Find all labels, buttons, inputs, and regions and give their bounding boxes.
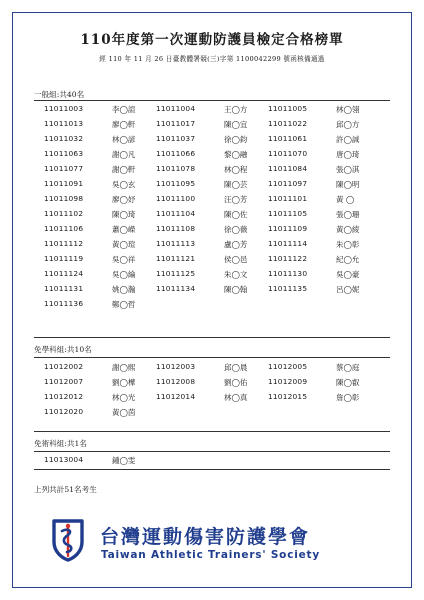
- candidate-name: 黎◯融: [224, 150, 248, 159]
- admission-number: 11012003: [156, 362, 196, 371]
- section-end-rule-academic-exempt: [34, 431, 390, 432]
- candidate-name: 林◯諺: [112, 135, 136, 144]
- table-row: [44, 177, 384, 192]
- list-item: [44, 299, 156, 310]
- admission-number: 11011063: [44, 149, 84, 158]
- candidate-name: 陳◯叡: [336, 378, 360, 387]
- candidate-name: 廖◯妤: [112, 195, 136, 204]
- brand-name-en: Taiwan Athletic Trainers' Society: [101, 549, 320, 561]
- admission-number: 11011113: [156, 239, 196, 248]
- admission-number: 11012009: [268, 377, 308, 386]
- candidate-name: 唐◯琦: [336, 150, 360, 159]
- candidate-name: 吳◯綸: [112, 270, 136, 279]
- candidate-name: 謝◯軒: [112, 165, 136, 174]
- list-item: [44, 407, 156, 418]
- list-item: [268, 224, 380, 235]
- table-row: [44, 237, 384, 252]
- candidate-name: 謝◯熙: [112, 363, 136, 372]
- list-item: [156, 269, 268, 280]
- admission-number: 11011078: [156, 164, 196, 173]
- candidate-name: 劉◯佑: [224, 378, 248, 387]
- candidate-name: 徐◯鈞: [224, 135, 248, 144]
- admission-number: 11012002: [44, 362, 84, 371]
- list-item: [268, 209, 380, 220]
- candidate-name: 陳◯佐: [224, 210, 248, 219]
- admission-number: 11011077: [44, 164, 84, 173]
- admission-number: 11011131: [44, 284, 84, 293]
- table-row: [44, 405, 384, 420]
- admission-number: 11011130: [268, 269, 308, 278]
- table-row: [44, 207, 384, 222]
- admission-number: 11012014: [156, 392, 196, 401]
- list-item: [268, 377, 380, 388]
- list-item: [44, 362, 156, 373]
- admission-number: 11011017: [156, 119, 196, 128]
- admission-number: 11011134: [156, 284, 196, 293]
- admission-number: 11011112: [44, 239, 84, 248]
- table-row: [44, 252, 384, 267]
- section-end-rule-general: [34, 337, 390, 338]
- admission-number: 11011091: [44, 179, 84, 188]
- candidate-name: 朱◯文: [224, 270, 248, 279]
- list-item: [156, 164, 268, 175]
- admission-number: 11011022: [268, 119, 308, 128]
- list-item: [44, 284, 156, 295]
- list-item: [268, 284, 380, 295]
- admission-number: 11011005: [268, 104, 308, 113]
- admission-number: 11011032: [44, 134, 84, 143]
- admission-number: 11011037: [156, 134, 196, 143]
- admission-number: 11012015: [268, 392, 308, 401]
- admission-number: 11011100: [156, 194, 196, 203]
- admission-number: 11011125: [156, 269, 196, 278]
- admission-number: 11011101: [268, 194, 308, 203]
- list-item: [156, 149, 268, 160]
- list-item: [156, 194, 268, 205]
- admission-number: 11012012: [44, 392, 84, 401]
- admission-number: 11011013: [44, 119, 84, 128]
- admission-number: 11012008: [156, 377, 196, 386]
- candidate-name: 盧◯芳: [224, 240, 248, 249]
- section-list-academic-exempt: [44, 360, 384, 420]
- list-item: [156, 119, 268, 130]
- admission-number: 11011124: [44, 269, 84, 278]
- list-item: [156, 362, 268, 373]
- admission-number: 11011004: [156, 104, 196, 113]
- list-item: [268, 104, 380, 115]
- candidate-name: 陳◯琦: [112, 210, 136, 219]
- admission-number: 11011098: [44, 194, 84, 203]
- candidate-name: 鄭◯哲: [112, 300, 136, 309]
- candidate-name: 邱◯晨: [224, 363, 248, 372]
- table-row: [44, 453, 384, 468]
- section-end-rule-practical-exempt: [34, 469, 390, 470]
- admission-number: 11011102: [44, 209, 84, 218]
- admission-number: 11011095: [156, 179, 196, 188]
- candidate-name: 劉◯樺: [112, 378, 136, 387]
- table-row: [44, 102, 384, 117]
- list-item: [268, 269, 380, 280]
- section-rule-academic-exempt: [34, 357, 390, 358]
- admission-number: 11011114: [268, 239, 308, 248]
- candidate-name: 汪◯芳: [224, 195, 248, 204]
- list-item: [44, 179, 156, 190]
- list-item: [44, 194, 156, 205]
- list-item: [156, 134, 268, 145]
- list-item: [44, 239, 156, 250]
- candidate-name: 詹◯彰: [336, 393, 360, 402]
- candidate-name: 謝◯凡: [112, 150, 136, 159]
- candidate-name: 呂◯妮: [336, 285, 360, 294]
- list-item: [156, 377, 268, 388]
- list-item: [156, 224, 268, 235]
- table-row: [44, 390, 384, 405]
- candidate-name: 王◯方: [224, 105, 248, 114]
- table-row: [44, 117, 384, 132]
- candidate-name: 陳◯翰: [224, 285, 248, 294]
- candidate-name: 邱◯方: [336, 120, 360, 129]
- candidate-name: 李◯諠: [112, 105, 136, 114]
- admission-number: 11011105: [268, 209, 308, 218]
- admission-number: 11011003: [44, 104, 84, 113]
- table-row: [44, 222, 384, 237]
- table-row: [44, 192, 384, 207]
- admission-number: 11011121: [156, 254, 196, 263]
- list-item: [44, 392, 156, 403]
- admission-number: 11012020: [44, 407, 84, 416]
- table-row: [44, 147, 384, 162]
- list-item: [268, 239, 380, 250]
- list-item: [268, 254, 380, 265]
- list-item: [44, 149, 156, 160]
- admission-number: 11011106: [44, 224, 84, 233]
- list-item: [268, 362, 380, 373]
- document-title: 110年度第一次運動防護員檢定合格榜單: [80, 32, 344, 48]
- admission-number: 11011104: [156, 209, 196, 218]
- section-heading-academic-exempt: 免學科組:共10名: [34, 345, 92, 354]
- brand-name-zh: 台灣運動傷害防護學會: [100, 526, 311, 548]
- candidate-name: 蕭◯嶸: [112, 225, 136, 234]
- admission-number: 11012007: [44, 377, 84, 386]
- admission-number: 11011061: [268, 134, 308, 143]
- candidate-name: 侯◯邑: [224, 255, 248, 264]
- table-row: [44, 375, 384, 390]
- list-item: [156, 254, 268, 265]
- list-item: [44, 104, 156, 115]
- admission-number: 11011109: [268, 224, 308, 233]
- list-item: [156, 239, 268, 250]
- section-rule-general: [34, 100, 390, 101]
- candidate-name: 林◯程: [224, 165, 248, 174]
- candidate-name: 黃◯綾: [336, 225, 360, 234]
- candidate-name: 吳◯玄: [112, 180, 136, 189]
- table-row: [44, 297, 384, 312]
- candidate-name: 姚◯瀚: [112, 285, 136, 294]
- candidate-name: 林◯真: [224, 393, 248, 402]
- list-item: [268, 179, 380, 190]
- candidate-name: 黃 ◯: [336, 195, 355, 204]
- admission-number: 11011066: [156, 149, 196, 158]
- candidate-name: 黃◯茵: [112, 408, 136, 417]
- candidate-name: 廖◯軒: [112, 120, 136, 129]
- admission-number: 11011097: [268, 179, 308, 188]
- candidate-name: 張◯珊: [336, 210, 360, 219]
- list-item: [156, 284, 268, 295]
- table-row: [44, 360, 384, 375]
- admission-number: 11011084: [268, 164, 308, 173]
- list-item: [44, 209, 156, 220]
- candidate-name: 徐◯薇: [224, 225, 248, 234]
- admission-number: 11011070: [268, 149, 308, 158]
- list-item: [156, 104, 268, 115]
- candidate-name: 朱◯彰: [336, 240, 360, 249]
- list-item: [156, 209, 268, 220]
- candidate-name: 吳◯豪: [336, 270, 360, 279]
- list-item: [268, 149, 380, 160]
- list-item: [44, 134, 156, 145]
- admission-number: 11011135: [268, 284, 308, 293]
- table-row: [44, 132, 384, 147]
- admission-number: 11013004: [44, 455, 84, 464]
- section-rule-practical-exempt: [34, 451, 390, 452]
- table-row: [44, 267, 384, 282]
- list-item: [44, 119, 156, 130]
- candidate-name: 陳◯宜: [224, 120, 248, 129]
- candidate-name: 林◯翎: [336, 105, 360, 114]
- table-row: [44, 282, 384, 297]
- list-item: [44, 269, 156, 280]
- list-item: [268, 392, 380, 403]
- candidate-name: 鍾◯雯: [112, 456, 136, 465]
- candidate-name: 吳◯祥: [112, 255, 136, 264]
- list-item: [268, 134, 380, 145]
- candidate-name: 陳◯明: [336, 180, 360, 189]
- section-heading-general: 一般組:共40名: [34, 90, 85, 99]
- admission-number: 11011136: [44, 299, 84, 308]
- list-item: [44, 455, 156, 466]
- list-item: [44, 164, 156, 175]
- list-item: [268, 194, 380, 205]
- candidate-name: 張◯淇: [336, 165, 360, 174]
- section-list-practical-exempt: [44, 453, 384, 468]
- admission-number: 11012005: [268, 362, 308, 371]
- section-heading-practical-exempt: 免術科組:共1名: [34, 439, 87, 448]
- list-item: [44, 377, 156, 388]
- candidate-name: 陳◯芸: [224, 180, 248, 189]
- section-list-general: [44, 102, 384, 312]
- list-item: [156, 392, 268, 403]
- candidate-name: 蔡◯庭: [336, 363, 360, 372]
- table-row: [44, 162, 384, 177]
- list-item: [268, 119, 380, 130]
- admission-number: 11011108: [156, 224, 196, 233]
- society-logo-icon: [46, 518, 90, 562]
- list-item: [156, 179, 268, 190]
- admission-number: 11011122: [268, 254, 308, 263]
- candidate-name: 黃◯瑄: [112, 240, 136, 249]
- list-item: [44, 254, 156, 265]
- candidate-name: 紀◯允: [336, 255, 360, 264]
- admission-number: 11011119: [44, 254, 84, 263]
- total-candidates: 上列共計51名考生: [34, 485, 97, 494]
- candidate-name: 林◯光: [112, 393, 136, 402]
- document-subtitle: 經 110 年 11 月 26 日臺教體署競(三)字第 1100042299 號函核備通過: [99, 55, 325, 63]
- list-item: [268, 164, 380, 175]
- list-item: [44, 224, 156, 235]
- candidate-name: 許◯誠: [336, 135, 360, 144]
